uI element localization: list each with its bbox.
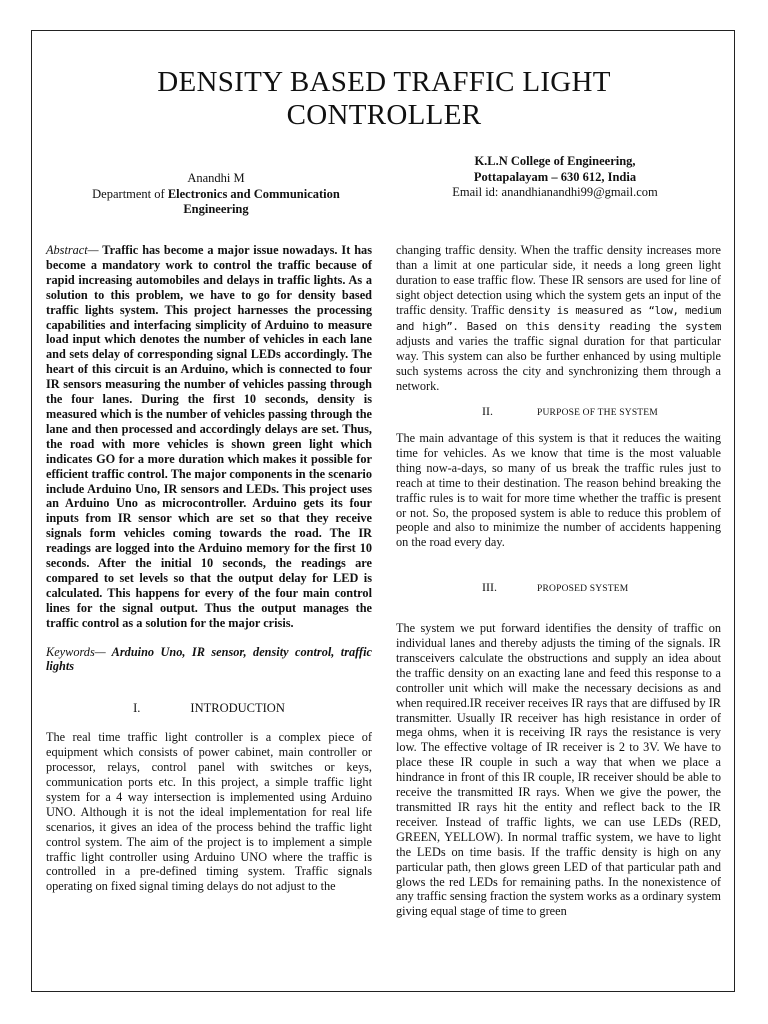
keywords-lead: Keywords—: [46, 644, 106, 659]
abstract: [46, 243, 372, 631]
introduction-text: The real time traffic light controller is a complex piece of equipment which consists of power cabinet, main controller or processor, relays, control panel with switches or keys, communication ports etc. In this project, a simple traffic light system for a 4 way intersection is implemented using Arduino UNO. Although it is not the ideal implementation for real life scenarios, it gives an idea of the process behind the traffic light control system. The aim of the project is to implement a simple traffic light controller using Arduino UNO where the traffic is controlled in a pre-defined timing system. Traffic signals operating on fixed signal timing delays do not adjust to the: [46, 730, 372, 894]
section-title: PURPOSE OF THE SYSTEM: [537, 408, 658, 419]
author-department: [66, 187, 366, 218]
section-heading-purpose: [396, 404, 721, 421]
section-title: PROPOSED SYSTEM: [537, 584, 629, 595]
intro-cont-mono-text: density is measured as “low, medium and high”. Based on this density reading the system: [396, 304, 721, 333]
affiliation-block: [398, 154, 712, 201]
dept-name: Electronics and Communication Engineering: [167, 186, 340, 216]
abstract-text: Traffic has become a major issue nowadays. It has become a mandatory work to control the traffic because of rapid increasing automobiles and delays in traffic lights. As a solution to this problem, we have to go for density based traffic lights system. This project harnesses the processing capabilities and interfacing simplicity of Arduino to measure load input which denotes the number of vehicles in each lane and sets delay of corresponding signal LEDs accordingly. The heart of this circuit is an Arduino, which is connected to four IR sensors measuring the number of vehicles passing through the four lanes. During the first 10 seconds, density is measured which is the number of vehicles passing through the lane and then processed and accordingly delays are set. Thus, the road with more vehicles is shown green light which indicates GO for a more duration which makes it possible for efficient traffic control. The major components in the scenario include Arduino Uno, IR sensors and LEDs. This project uses an Arduino Uno as microcontroller. Arduino gets its four inputs from IR sensor which are set so that they receive signals form vehicles coming towards the road. The IR readings are logged into the Arduino memory for the first 10 seconds. After the initial 10 seconds, the readings are compared to set levels so that the output delay for LED is calculated. This happens for every of the four main control lines for the signal output. Thus the output manages the traffic control as a solution for the major crisis.: [46, 243, 372, 630]
college-line-1: K.L.N College of Engineering,: [474, 154, 636, 168]
section-number: II.: [482, 404, 493, 419]
intro-cont-text-a: changing traffic density. When the traffic density increases more than a limit at one particular side, it needs a long green light duration to ease traffic flow. These IR sensors are used for line of sight object detection using which the system gets an input of the traffic density. Traffic: [396, 243, 721, 317]
keywords-text: Arduino Uno, IR sensor, density control, traffic lights: [46, 644, 372, 674]
section-heading-proposed: [396, 580, 721, 597]
section-title: INTRODUCTION: [190, 701, 285, 716]
left-column: [46, 243, 372, 894]
keywords: [46, 645, 372, 675]
author-block: [66, 171, 366, 218]
right-column: [396, 243, 721, 919]
college-line-2: Pottapalayam – 630 612, India: [473, 169, 637, 184]
section-number: III.: [482, 580, 497, 595]
author-name: Anandhi M: [187, 171, 245, 185]
section-heading-introduction: [46, 701, 372, 716]
purpose-text: The main advantage of this system is that it reduces the waiting time for vehicles. As we know that time is the most valuable thing now-a-days, so many of us break the traffic rules just to reach at time to their destination. The reason behind breaking the traffic rules is to wait for more time whether the traffic is present or not. So, the proposed system is able to reduce this problem of people and also to minimize the number of accidents happening on the road every day.: [396, 430, 721, 550]
introduction-continued: [396, 243, 721, 394]
proposed-text: The system we put forward identifies the density of traffic on individual lanes and thereby adjusts the timing of the signals. IR transceivers calculate the obstructions and supply an idea about the traffic density on an exacting lane and feed this response to a controller unit which will make the necessary decisions as and when required.IR receiver receives IR rays that are diffused by IR transmitter. Usually IR receiver has high resistance in order of mega ohms, when it is receiving IR rays the resistance is very low. The effective voltage of IR receiver is 2 to 3V. We have to place these IR couple in such a way that when we place a hindrance in front of this IR couple, IR receiver should be able to receive the transmitted IR rays. When we give the power, the transmitted IR rays hit the entity and reflect back to the IR receiver. Instead of traffic lights, we can use LEDs (RED, GREEN, YELLOW). In normal traffic system, we have to light the LEDs on time basis. If the traffic density is high on any particular path, then glows green LED of that particular path and glows the red LEDs for remaining paths. In the nonexistence of any traffic sensing fraction the system works as a ordinary system giving equal stage of time to green: [396, 621, 721, 919]
author-email: Email id: anandhianandhi99@gmail.com: [452, 185, 658, 199]
paper-title: DENSITY BASED TRAFFIC LIGHT CONTROLLER: [157, 66, 611, 131]
abstract-lead: Abstract—: [46, 243, 99, 257]
intro-cont-text-b: adjusts and varies the traffic signal duration for that particular way. This system can also be further enhanced by using multiple such systems across the city and synchronizing them through a network.: [396, 334, 721, 394]
section-number: I.: [133, 701, 141, 716]
dept-prefix: Department of: [92, 186, 168, 201]
